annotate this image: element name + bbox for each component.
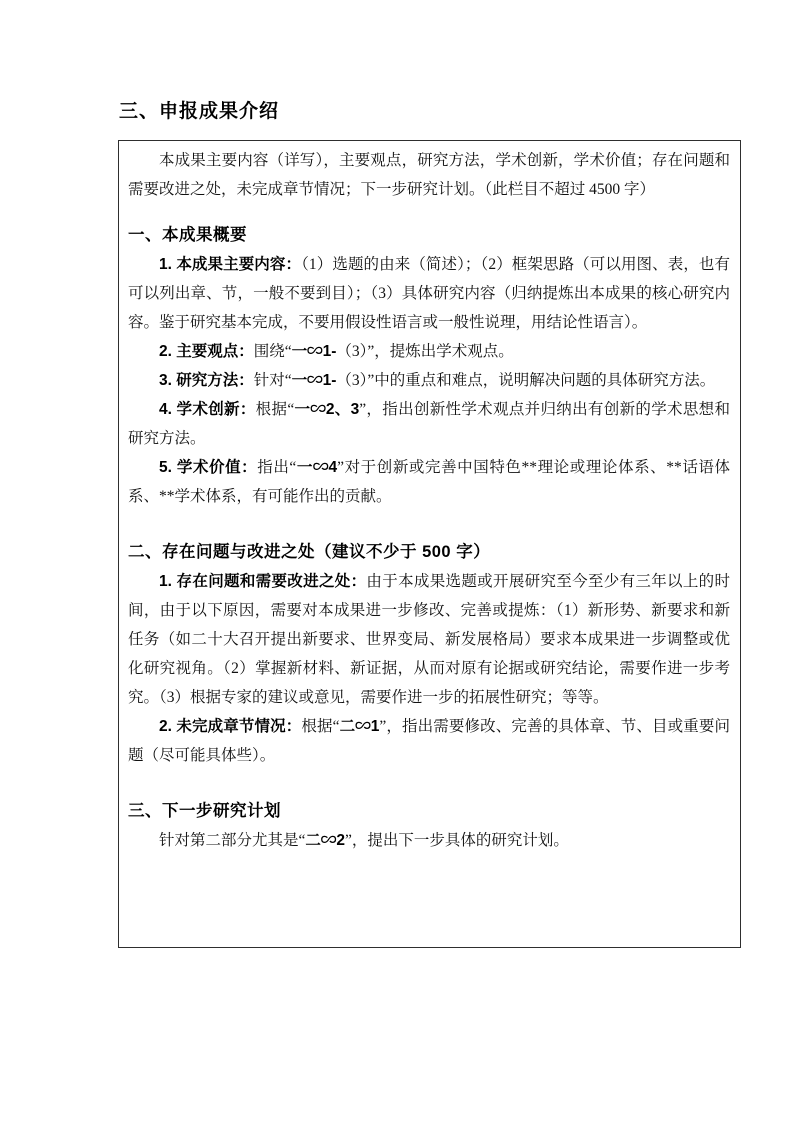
bold-run: 二∽1	[339, 718, 380, 735]
bold-run: 二∽2	[305, 832, 346, 849]
section-3	[128, 797, 730, 855]
section-1	[128, 221, 730, 511]
text-run: 由于本成果选题或开展研究至今至少有三年以上的时间，由于以下原因，需要对本成果进一步修改、完善或提炼：（1）新形势、新要求和新任务（如二十大召开提出新要求、世界变局、新发展格局）要求本成果进一步调整或优化研究视角。（2）掌握新材料、新证据，从而对原有论据或研究结论，需要作进一步考究。（3）根据专家的建议或意见，需要作进一步的拓展性研究；等等。	[128, 573, 730, 706]
text-run: 针对第二部分尤其是“	[159, 832, 306, 849]
bold-run: 4. 学术创新：	[159, 401, 256, 418]
item-paragraph	[128, 250, 730, 337]
text-run: ”，指出需要修改、完善的具体章、节、目或重要问题（尽可能具体些）。	[128, 718, 730, 764]
section-heading: 二、存在问题与改进之处（建议不少于 500 字）	[128, 543, 491, 561]
text-run: 针对“	[253, 372, 292, 389]
bold-run: 1. 存在问题和需要改进之处：	[159, 573, 367, 590]
item-paragraph	[128, 337, 730, 366]
bold-run: 2. 未完成章节情况：	[159, 718, 302, 735]
bold-run: 2. 主要观点：	[159, 343, 254, 360]
intro-paragraph: 本成果主要内容（详写），主要观点，研究方法，学术创新，学术价值；存在问题和需要改进之处，未完成章节情况；下一步研究计划。（此栏目不超过 4500 字）	[128, 152, 730, 198]
bold-run: 1. 本成果主要内容：	[159, 256, 302, 273]
section-2	[128, 538, 730, 770]
bold-run: 一∽4	[296, 459, 338, 476]
text-run: （3）”，提炼出学术观点。	[336, 343, 514, 360]
item-paragraph	[128, 567, 730, 712]
item-paragraph	[128, 453, 730, 511]
text-run: （1）选题的由来（简述）；（2）框架思路（可以用图、表，也有可以列出章、节，一般不要到目）；（3）具体研究内容（归纳提炼出本成果的核心研究内容。鉴于研究基本完成，不要用假设性语言或一般性说理，用结论性语言）。	[128, 256, 731, 331]
text-run: 指出“	[257, 459, 297, 476]
section-heading: 一、本成果概要	[128, 226, 247, 244]
page-title: 三、申报成果介绍	[119, 101, 280, 122]
bold-run: 一∽2、3	[294, 401, 360, 418]
bold-run: 一∽1-	[291, 372, 337, 389]
item-paragraph	[128, 366, 730, 395]
text-run: 围绕“	[253, 343, 292, 360]
text-run: 根据“	[301, 718, 340, 735]
section-heading: 三、下一步研究计划	[128, 802, 281, 820]
text-run: 根据“	[255, 401, 295, 418]
item-paragraph	[128, 395, 730, 453]
item-paragraph	[128, 712, 730, 770]
content-box	[118, 140, 741, 948]
text-run: ”对于创新或完善中国特色**理论或理论体系、**话语体系、**学术体系，有可能作出的贡献。	[128, 459, 731, 505]
item-paragraph	[128, 826, 730, 855]
text-run: （3）”中的重点和难点，说明解决问题的具体研究方法。	[336, 372, 716, 389]
text-run: ”，指出创新性学术观点并归纳出有创新的学术思想和研究方法。	[128, 401, 730, 447]
text-run: ”，提出下一步具体的研究计划。	[345, 832, 569, 849]
bold-run: 一∽1-	[291, 343, 337, 360]
bold-run: 5. 学术价值：	[159, 459, 258, 476]
bold-run: 3. 研究方法：	[159, 372, 254, 389]
sections-container	[128, 221, 730, 855]
